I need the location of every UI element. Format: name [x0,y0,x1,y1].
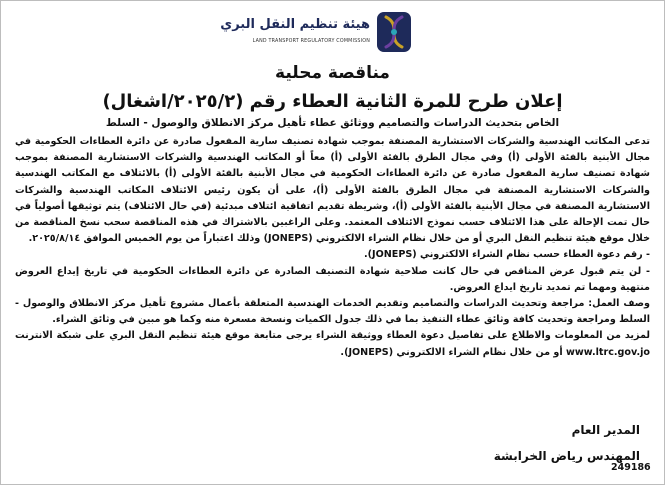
announcement-content [15,63,650,361]
work-description-paragraph: وصف العمل: مراجعة وتحديث الدراسات والتصاميم وتقديم الخدمات الهندسية المتعلقة بأعمال مشروع تأهيل مركز الانطلاق والوصول - السلط ومراجعة وتحديث كافة وثائق عطاء التنفيذ بما في ذلك جدول الكميات ونسخة مسعرة منه وكما هو مبين في وثائق الشراء. [15,298,650,326]
logo-english-name: LAND TRANSPORT REGULATORY COMMISSION [252,39,370,44]
tender-type-title: مناقصة محلية [275,63,390,83]
joneps-invitation-note: - رقم دعوة العطاء حسب نظام الشراء الالكتروني (JONEPS). [363,249,650,261]
ltrc-emblem-icon [376,11,412,53]
tender-number-heading: إعلان طرح للمرة الثانية العطاء رقم (٢٠٢٥/٢/اشغال) [102,91,563,112]
tender-description: الخاص بتحديث الدراسات والتصاميم ووثائق عطاء تأهيل مركز الانطلاق والوصول - السلط [105,117,560,129]
classification-validity-note: - لن يتم قبول عرض المناقص في حال كانت صلاحية شهادة التصنيف الصادرة عن دائرة العطاءات الحكومية في تاريخ إيداع العروض منتهية ومهما تم تمديد تاريخ ايداع العروض. [15,265,650,293]
eligibility-paragraph: تدعى المكاتب الهندسية والشركات الاستشارية المصنفة بموجب شهادة تصنيف سارية المفعول صادرة عن دائرة العطاءات الحكومية في مجال الأبنية بالفئة الأولى (أ) وفي مجال الطرق بالفئة الأولى (أ) معاً أو المكاتب الهندسية والشركات الاستشارية المصنفة بموجب شهادة تصنيف سارية المفعول صادرة عن دائرة العطاءات الحكومية في مجال الأبنية بالفئة الأولى (أ) بالائتلاف مع المكاتب الهندسية والشركات الاستشارية المصنفة في مجال الطرق بالفئة الأولى (أ)، على أن يكون رئيس الائتلاف المكاتب الهندسية والشركات الاستشارية المصنفة في مجال الأبنية بالفئة الأولى (أ)، وشريطة تقديم اتفاقية ائتلاف مبدئية (في حال الائتلاف) يتم توثيقها أصولياً في حال تمت الإحالة على هذا الائتلاف حسب نموذج الائتلاف المعتمد. وعلى الراغبين بالاشتراك في هذه المناقصة سحب نسخ المناقصة من خلال موقع هيئة تنظيم النقل البري أو من خلال نظام الشراء الالكتروني (JONEPS) وذلك اعتباراً من يوم الخميس الموافق ٢٠٢٥/٨/١٤. [15,136,650,245]
signature-block [494,423,640,463]
logo-arabic-name: هيئة تنظيم النقل البري [220,17,370,32]
signatory-name: المهندس رياض الخرابشة [493,449,640,463]
signatory-title: المدير العام [571,423,640,437]
ltrc-logo [220,9,412,53]
more-information-paragraph: لمزيد من المعلومات والاطلاع على تفاصيل دعوة العطاء ووثيقة الشراء يرجى متابعة موقع هيئة تنظيم النقل البري على شبكة الانترنت www.ltrc.gov.jo أو من خلال نظام الشراء الالكتروني (JONEPS). [15,330,650,358]
announcement-body [15,134,650,361]
advertisement-reference-number: 249186 [611,462,651,473]
